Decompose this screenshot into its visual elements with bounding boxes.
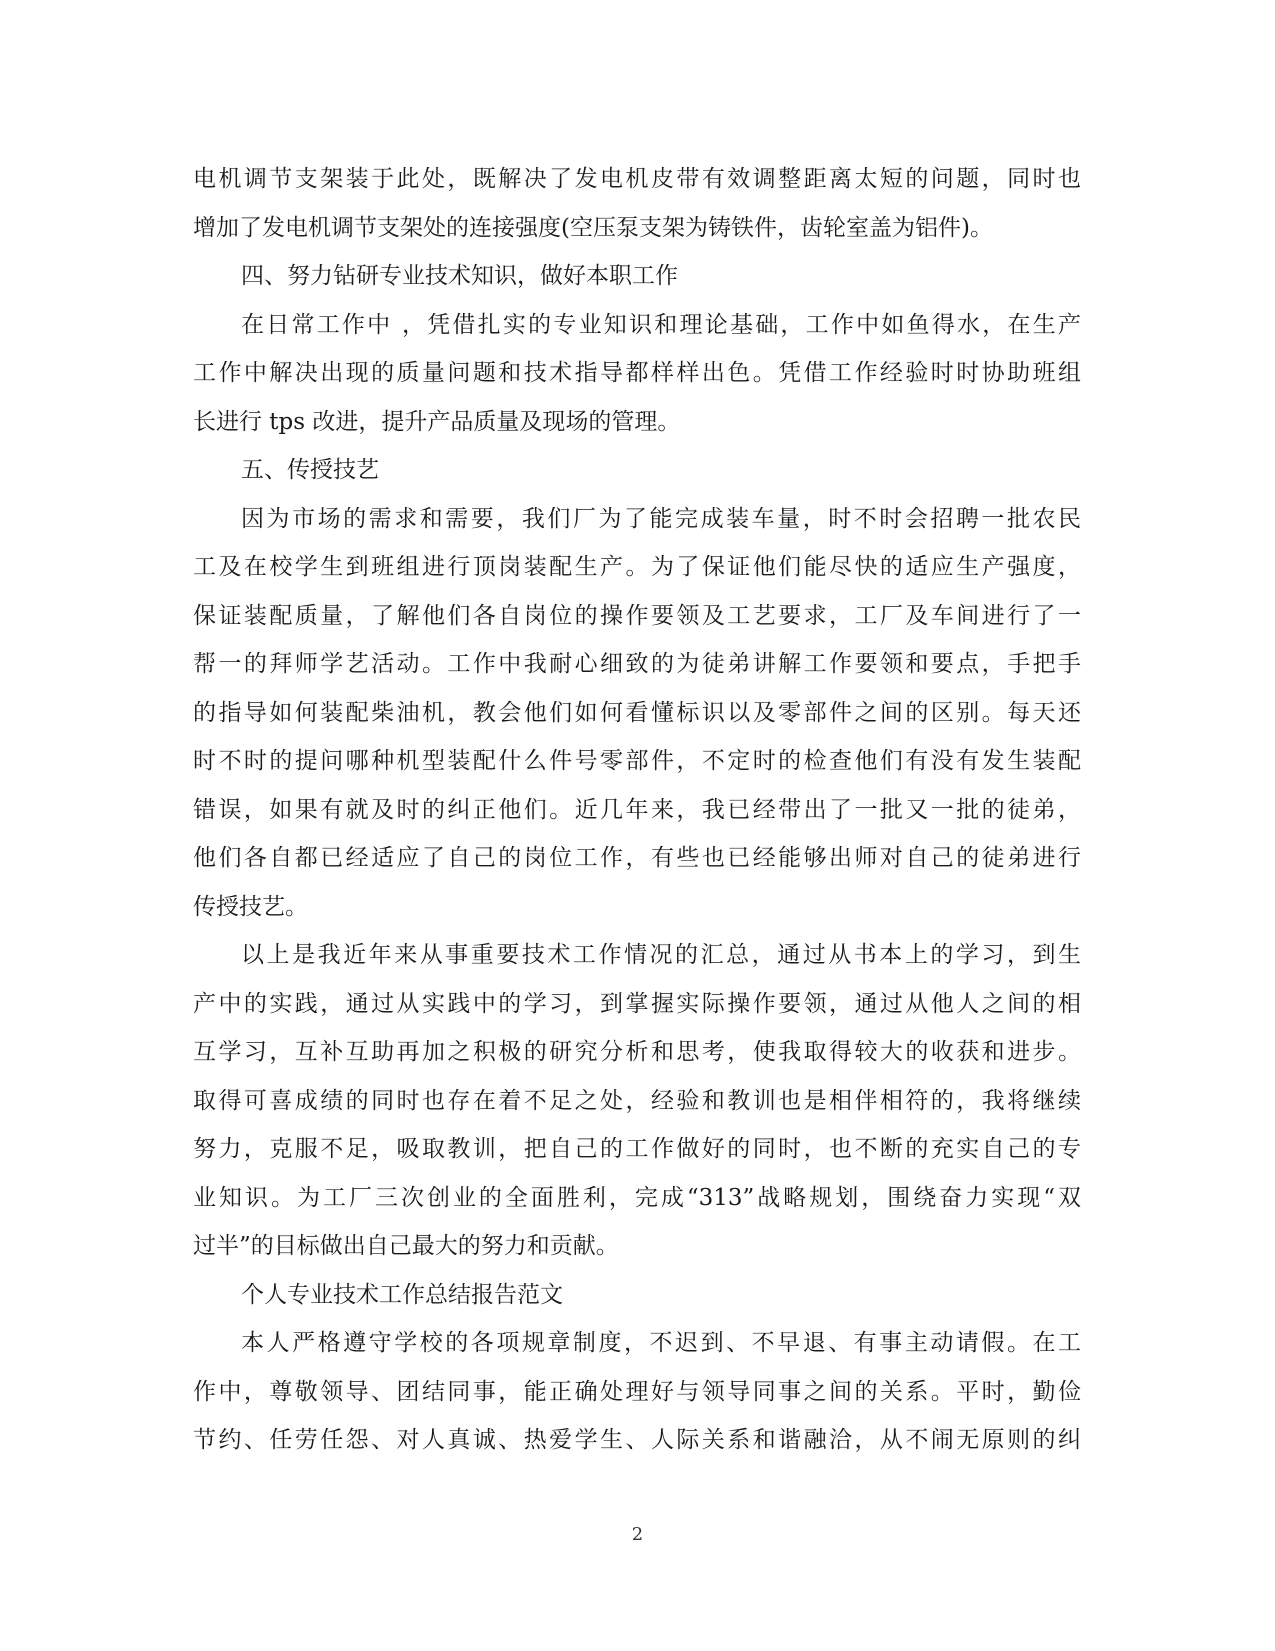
text-line: 的指导如何装配柴油机，教会他们如何看懂标识以及零部件之间的区别。每天还 <box>193 699 1081 726</box>
document-body <box>193 155 1081 1465</box>
text-line: 错误，如果有就及时的纠正他们。近几年来，我已经带出了一批又一批的徒弟， <box>193 796 1081 823</box>
text-line: 作中，尊敬领导、团结同事，能正确处理好与领导同事之间的关系。平时，勤俭 <box>193 1378 1081 1405</box>
page-number: 2 <box>631 1524 644 1545</box>
text-line: 增加了发电机调节支架处的连接强度(空压泵支架为铸铁件，齿轮室盖为铝件)。 <box>193 214 993 241</box>
text-line: 电机调节支架装于此处，既解决了发电机皮带有效调整距离太短的问题，同时也 <box>193 166 1081 192</box>
text-line: 他们各自都已经适应了自己的岗位工作，有些也已经能够出师对自己的徒弟进行 <box>193 845 1081 871</box>
text-line: 传授技艺。 <box>193 893 308 920</box>
text-line: 五、传授技艺 <box>241 457 379 483</box>
text-line: 时不时的提问哪种机型装配什么件号零部件，不定时的检查他们有没有发生装配 <box>193 748 1081 774</box>
text-line: 帮一的拜师学艺活动。工作中我耐心细致的为徒弟讲解工作要领和要点，手把手 <box>193 651 1081 677</box>
text-line: 以上是我近年来从事重要技术工作情况的汇总，通过从书本上的学习，到生 <box>241 942 1081 968</box>
text-line: 过半”的目标做出自己最大的努力和贡献。 <box>193 1233 619 1259</box>
text-line: 业知识。为工厂三次创业的全面胜利，完成“313”战略规划，围绕奋力实现“双 <box>193 1184 1081 1211</box>
text-line: 节约、任劳任怨、对人真诚、热爱学生、人际关系和谐融洽，从不闹无原则的纠 <box>193 1427 1081 1453</box>
text-line: 工及在校学生到班组进行顶岗装配生产。为了保证他们能尽快的适应生产强度， <box>193 554 1081 580</box>
text-line: 本人严格遵守学校的各项规章制度，不迟到、不早退、有事主动请假。在工 <box>241 1330 1081 1356</box>
text-line: 因为市场的需求和需要，我们厂为了能完成装车量，时不时会招聘一批农民 <box>241 505 1081 532</box>
text-line: 互学习，互补互助再加之积极的研究分析和思考，使我取得较大的收获和进步。 <box>193 1039 1081 1065</box>
text-line: 四、努力钻研专业技术知识，做好本职工作 <box>241 263 678 289</box>
text-line: 个人专业技术工作总结报告范文 <box>241 1281 563 1308</box>
text-line: 在日常工作中 ，凭借扎实的专业知识和理论基础，工作中如鱼得水，在生产 <box>241 311 1081 338</box>
text-line: 长进行 tps 改进，提升产品质量及现场的管理。 <box>193 408 681 435</box>
text-line: 工作中解决出现的质量问题和技术指导都样样出色。凭借工作经验时时协助班组 <box>193 360 1081 386</box>
text-line: 保证装配质量，了解他们各自岗位的操作要领及工艺要求，工厂及车间进行了一 <box>193 602 1081 629</box>
text-line: 努力，克服不足，吸取教训，把自己的工作做好的同时，也不断的充实自己的专 <box>193 1136 1081 1162</box>
text-line: 产中的实践，通过从实践中的学习，到掌握实际操作要领，通过从他人之间的相 <box>193 990 1081 1017</box>
text-line: 取得可喜成绩的同时也存在着不足之处，经验和教训也是相伴相符的，我将继续 <box>193 1087 1081 1114</box>
